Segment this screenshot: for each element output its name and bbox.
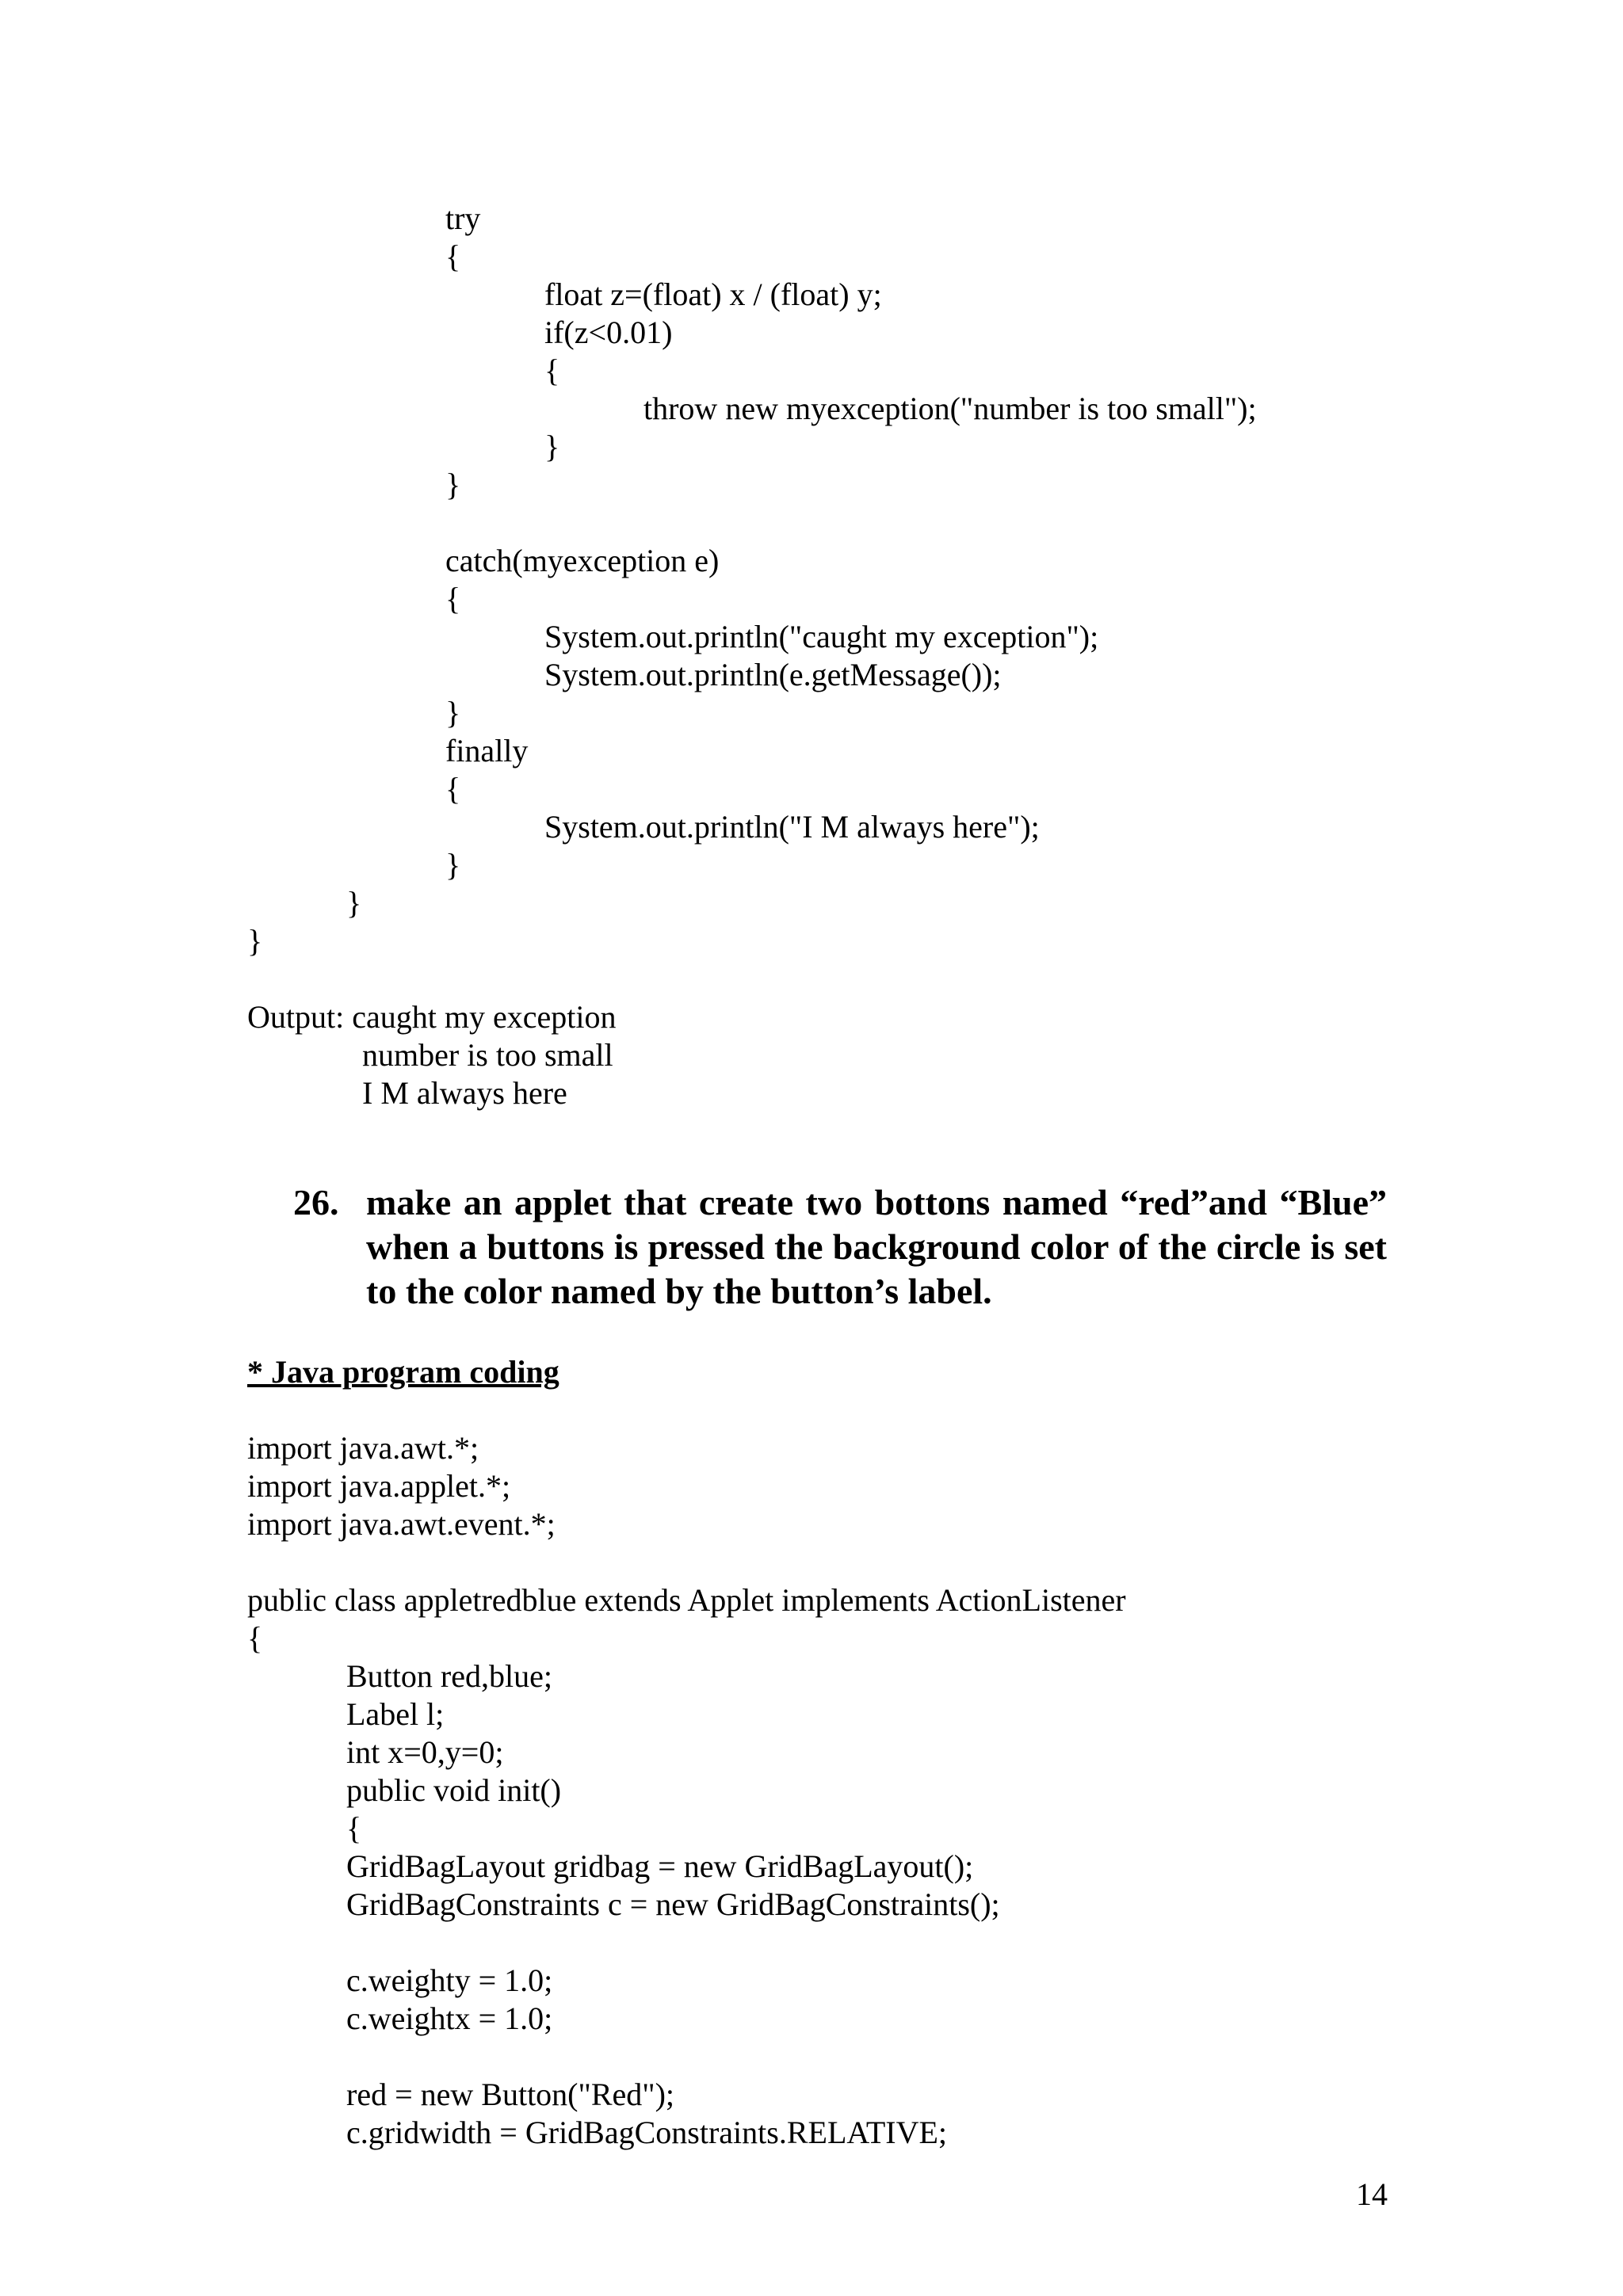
question-number: 26. [293, 1182, 339, 1222]
code-line: { [346, 1810, 362, 1846]
question-heading [293, 1180, 1387, 1314]
code-line: { [247, 1620, 263, 1656]
code-line: c.weightx = 1.0; [346, 2000, 553, 2036]
code-line: Button red,blue; [346, 1658, 552, 1694]
code-line: import java.awt.*; [247, 1430, 479, 1466]
code-line: public void init() [346, 1772, 562, 1808]
output-label-line: Output: caught my exception [247, 999, 617, 1035]
code-line: c.weighty = 1.0; [346, 1962, 553, 1998]
code-line: public class appletredblue extends Applet implements ActionListener [247, 1582, 1126, 1618]
code-line: throw new myexception("number is too small"); [643, 391, 1257, 426]
page-number: 14 [1356, 2176, 1388, 2212]
code-line: { [445, 238, 461, 274]
code-line: import java.awt.event.*; [247, 1506, 556, 1542]
section-heading: * Java program coding [247, 1354, 559, 1390]
code-line: System.out.println(e.getMessage()); [544, 657, 1002, 692]
code-line: System.out.println("caught my exception"); [544, 619, 1099, 654]
code-line: float z=(float) x / (float) y; [544, 277, 882, 312]
code-line: import java.applet.*; [247, 1468, 511, 1504]
code-line: { [445, 581, 461, 616]
code-line: try [445, 200, 481, 236]
code-line: { [544, 353, 560, 388]
code-line: int x=0,y=0; [346, 1734, 504, 1770]
code-line: finally [445, 733, 529, 769]
code-line: red = new Button("Red"); [346, 2077, 675, 2112]
output-line: I M always here [362, 1075, 567, 1111]
code-line: catch(myexception e) [445, 543, 720, 578]
code-line: c.gridwidth = GridBagConstraints.RELATIVE; [346, 2115, 948, 2150]
code-line: GridBagLayout gridbag = new GridBagLayout(); [346, 1848, 974, 1884]
code-line: { [445, 771, 461, 807]
code-line: GridBagConstraints c = new GridBagConstraints(); [346, 1886, 1000, 1922]
code-line: Label l; [346, 1696, 445, 1732]
code-line: } [544, 429, 560, 464]
output-line: number is too small [362, 1037, 613, 1073]
code-line: } [445, 467, 461, 502]
code-line: } [247, 923, 263, 959]
code-line: } [445, 695, 461, 730]
code-line: if(z<0.01) [544, 315, 673, 350]
code-line: } [346, 885, 362, 921]
code-line: System.out.println("I M always here"); [544, 809, 1040, 845]
question-text: make an applet that create two bottons named “red”and “Blue” when a buttons is pressed the background color of the circle is set to the color named by the button’s label. [366, 1182, 1387, 1311]
code-line: } [445, 847, 461, 883]
